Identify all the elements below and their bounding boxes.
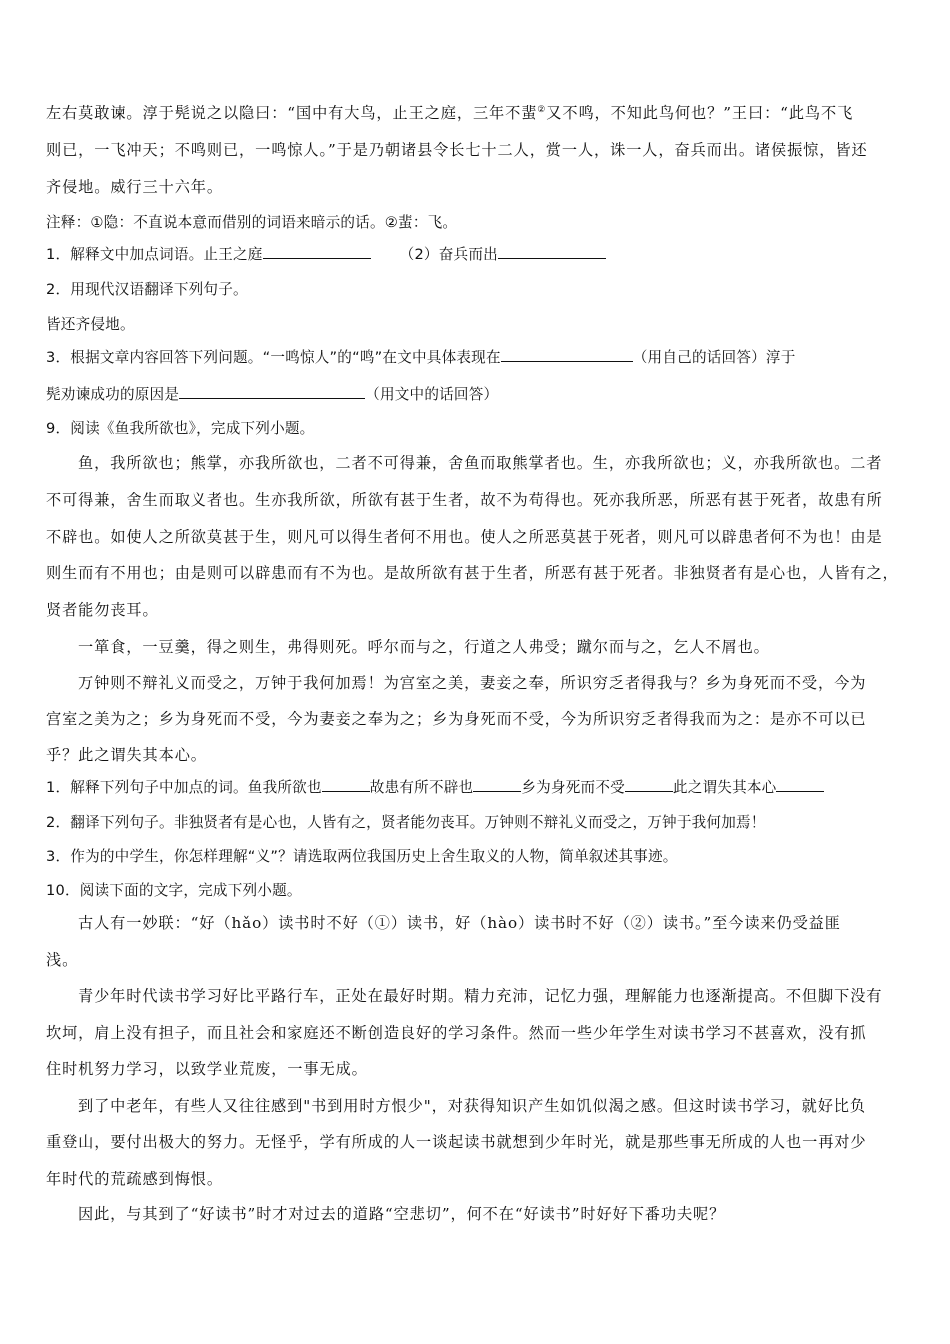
- q10-para1-line-1: 古人有一妙联：“好（hǎo）读书时不好（①）读书，好（hào）读书时不好（②）读书。”至今读来仍受益匪: [78, 914, 841, 932]
- q9-heading: 9．阅读《鱼我所欲也》，完成下列小题。: [46, 420, 315, 437]
- q9-q1-text: 1．解释下列句子中加点的词。鱼我所欲也: [46, 779, 322, 796]
- q9-para2: 一箪食，一豆羹，得之则生，弗得则死。呼尔而与之，行道之人弗受；蹴尔而与之，乞人不屑也。: [78, 638, 770, 656]
- q9-para1-line-5: 贤者能勿丧耳。: [46, 601, 159, 619]
- q9-q1-item-2: 故患有所不辟也: [369, 779, 474, 796]
- q8-question-1: [46, 243, 906, 266]
- q8-q3-text-2: （用自己的话回答）淳于: [632, 349, 796, 366]
- q10-para3-line-2: 重登山，要付出极大的努力。无怪乎，学有所成的人一谈起读书就想到少年时光，就是那些事无所成的人也一再对少: [46, 1133, 867, 1151]
- q9-q1-item-3: 乡为身死而不受: [521, 779, 625, 796]
- q10-para2-line-1: 青少年时代读书学习好比平路行车，正处在最好时期。精力充沛，记忆力强，理解能力也逐渐提高。不但脚下没有: [78, 987, 883, 1005]
- q9-question-3: 3．作为的中学生，你怎样理解“义”？请选取两位我国历史上舍生取义的人物，简单叙述其事迹。: [46, 848, 678, 865]
- passage1-note: 注释：①隐：不直说本意而借别的词语来暗示的话。②蜚：飞。: [46, 214, 458, 231]
- q9-para1-line-3: 不辟也。如使人之所欲莫甚于生，则凡可以得生者何不用也。使人之所恶莫甚于死者，则凡可以辟患者何不为也！由是: [46, 528, 883, 546]
- q9-para3-line-3: 乎？此之谓失其本心。: [46, 746, 207, 764]
- q9-para1-line-1: 鱼，我所欲也；熊掌，亦我所欲也，二者不可得兼，舍鱼而取熊掌者也。生，亦我所欲也；义，亦我所欲也。二者: [78, 454, 883, 472]
- answer-blank[interactable]: [498, 243, 606, 259]
- q10-para3-line-3: 年时代的荒疏感到悔恨。: [46, 1170, 223, 1188]
- answer-blank[interactable]: [263, 243, 371, 259]
- passage1-text-tail: 又不鸣，不知此鸟何也？”王曰：“此鸟不飞: [546, 104, 854, 122]
- q9-question-2: 2．翻译下列句子。非独贤者有是心也，人皆有之，贤者能勿丧耳。万钟则不辩礼义而受之，万钟于我何加焉！: [46, 814, 766, 831]
- answer-blank[interactable]: [625, 776, 673, 792]
- q8-q3-text-4: （用文中的话回答）: [365, 386, 499, 403]
- q10-para4: 因此，与其到了“好读书”时才对过去的道路“空悲切”，何不在“好读书”时好好下番功夫呢？: [78, 1205, 726, 1223]
- passage1-line-2: 则已，一飞冲天；不鸣则已，一鸣惊人。”于是乃朝诸县令长七十二人，赏一人，诛一人，奋兵而出。诸侯振惊，皆还: [46, 141, 868, 159]
- q8-question-3: [46, 346, 906, 369]
- q8-question-3-cont: [46, 383, 906, 406]
- answer-blank[interactable]: [322, 776, 370, 792]
- q8-q1-part2: （2）奋兵而出: [399, 246, 498, 263]
- q10-para2-line-2: 坎坷，肩上没有担子，而且社会和家庭还不断创造良好的学习条件。然而一些少年学生对读书学习不甚喜欢，没有抓: [46, 1024, 867, 1042]
- q10-para1-line-2: 浅。: [46, 951, 79, 969]
- passage1-line-3: 齐侵地。威行三十六年。: [46, 178, 223, 196]
- passage1-line-1: [46, 102, 906, 124]
- q9-para1-line-4: 则生而有不用也；由是则可以辟患而有不为也。是故所欲有甚于生者，所恶有甚于死者。非独贤者有是心也，人皆有之，: [46, 564, 899, 582]
- q10-heading: 10．阅读下面的文字，完成下列小题。: [46, 882, 302, 899]
- footnote-marker: ②: [537, 104, 547, 115]
- q9-para3-line-2: 宫室之美为之；乡为身死而不受，今为妻妾之奉为之；乡为身死而不受，今为所识穷乏者得我而为之：是亦不可以已: [46, 710, 867, 728]
- q9-question-1: [46, 776, 906, 799]
- q9-para1-line-2: 不可得兼，舍生而取义者也。生亦我所欲，所欲有甚于生者，故不为苟得也。死亦我所恶，所恶有甚于死者，故患有所: [46, 491, 883, 509]
- q10-para2-line-3: 住时机努力学习，以致学业荒废，一事无成。: [46, 1060, 368, 1078]
- q9-para3-line-1: 万钟则不辩礼义而受之，万钟于我何加焉！为宫室之美，妻妾之奉，所识穷乏者得我与？乡为身死而不受，今为: [78, 674, 867, 692]
- passage1-text: 左右莫敢谏。淳于髡说之以隐曰：“国中有大鸟，止王之庭，三年不蜚: [46, 104, 538, 122]
- answer-blank[interactable]: [776, 776, 824, 792]
- q8-q2-sentence: 皆还齐侵地。: [46, 316, 135, 333]
- q8-q1-text: 1．解释文中加点词语。止王之庭: [46, 246, 263, 263]
- q8-question-2: 2．用现代汉语翻译下列句子。: [46, 281, 248, 298]
- answer-blank[interactable]: [179, 383, 365, 399]
- answer-blank[interactable]: [473, 776, 521, 792]
- answer-blank[interactable]: [501, 346, 633, 362]
- q10-para3-line-1: 到了中老年，有些人又往往感到"书到用时方恨少"，对获得知识产生如饥似渴之感。但这时读书学习，就好比负: [78, 1097, 866, 1115]
- q8-q3-text-3: 髡劝谏成功的原因是: [46, 386, 180, 403]
- q8-q3-text: 3．根据文章内容回答下列问题。“一鸣惊人”的“鸣”在文中具体表现在: [46, 349, 501, 366]
- q9-q1-item-4: 此之谓失其本心: [672, 779, 777, 796]
